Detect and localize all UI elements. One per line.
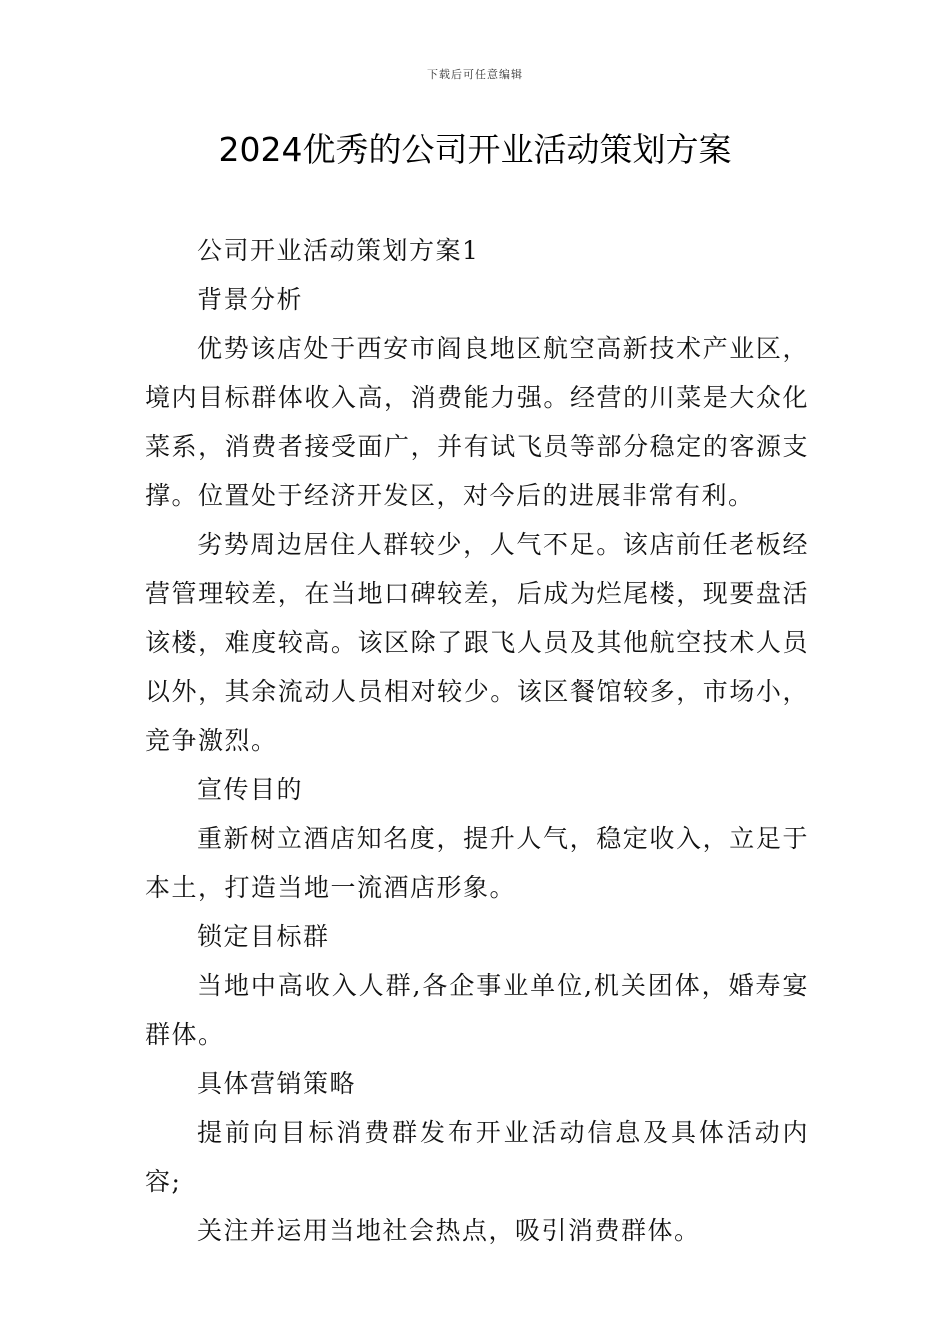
body-paragraph: 重新树立酒店知名度，提升人气，稳定收入，立足于本土，打造当地一流酒店形象。 bbox=[145, 824, 809, 902]
section-heading: 锁定目标群 bbox=[197, 922, 330, 951]
body-paragraph: 提前向目标消费群发布开业活动信息及具体活动内容; bbox=[145, 1118, 809, 1196]
document-body bbox=[145, 226, 809, 1255]
body-paragraph: 当地中高收入人群,各企事业单位,机关团体，婚寿宴群体。 bbox=[145, 971, 809, 1049]
body-paragraph: 关注并运用当地社会热点，吸引消费群体。 bbox=[197, 1216, 701, 1245]
document-title: 2024优秀的公司开业活动策划方案 bbox=[218, 130, 732, 169]
body-paragraph: 优势该店处于西安市阎良地区航空高新技术产业区，境内目标群体收入高，消费能力强。经营的川菜是大众化菜系，消费者接受面广，并有试飞员等部分稳定的客源支撑。位置处于经济开发区，对今后的进展非常有利。 bbox=[145, 334, 809, 510]
section-heading: 公司开业活动策划方案1 bbox=[197, 236, 480, 265]
header-note: 下载后可任意编辑 bbox=[427, 68, 523, 81]
section-heading: 宣传目的 bbox=[197, 775, 304, 804]
body-paragraph: 劣势周边居住人群较少，人气不足。该店前任老板经营管理较差，在当地口碑较差，后成为烂尾楼，现要盘活该楼，难度较高。该区除了跟飞人员及其他航空技术人员以外，其余流动人员相对较少。该区餐馆较多，市场小，竞争激烈。 bbox=[145, 530, 809, 755]
section-heading: 背景分析 bbox=[197, 285, 304, 314]
section-heading: 具体营销策略 bbox=[197, 1069, 357, 1098]
